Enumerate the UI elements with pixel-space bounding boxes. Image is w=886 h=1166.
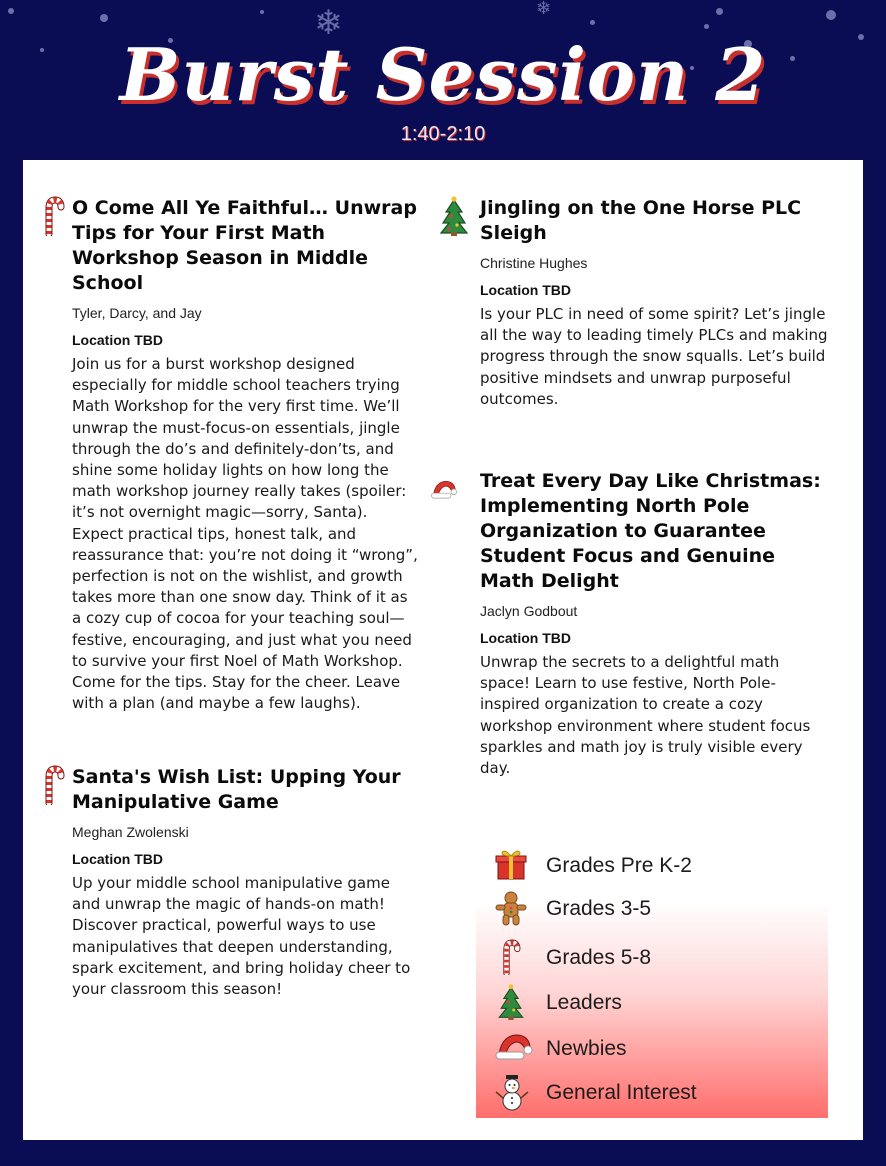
santa-hat-icon [494,1030,534,1062]
session-title: Santa's Wish List: Upping Your Manipulative Game [72,766,401,813]
legend-label: General Interest [546,1081,697,1104]
legend-label: Grades 3-5 [546,897,652,920]
location: Location TBD [72,851,163,867]
session-title: Treat Every Day Like Christmas: Implementing North Pole Organization to Guarantee Student Focus and Genuine Math Delight [480,470,821,592]
legend-label: Newbies [546,1037,627,1060]
snow-dot [826,10,836,20]
presenter: Jaclyn Godbout [480,603,578,619]
location: Location TBD [72,332,163,348]
session-title: O Come All Ye Faithful… Unwrap Tips for Your First Math Workshop Season in Middle School [72,197,417,294]
legend-item [476,1072,828,1112]
legend-label: Grades 5-8 [546,946,652,969]
presenter: Tyler, Darcy, and Jay [72,305,202,321]
legend-item [476,845,828,885]
session-card [440,196,830,410]
legend-item [476,888,828,928]
session-description: Is your PLC in need of some spirit? Let’s jingle all the way to leading timely PLCs and making progress through the snow squalls. Let’s build positive mindsets and unwrap purposeful outcomes. [480,305,828,408]
session-card [40,765,420,1000]
snowman-icon [494,1074,530,1112]
snow-dot [260,10,264,14]
snow-dot [716,8,723,15]
christmas-tree-icon [440,196,468,236]
presenter: Meghan Zwolenski [72,824,189,840]
snowflake-icon: ❄ [536,0,552,19]
snow-dot [590,20,595,25]
session-description: Up your middle school manipulative game and unwrap the magic of hands-on math! Discover practical, powerful ways to use manipulatives that deepen understanding, spark excitement, and bring holiday cheer to your classroom this season! [72,874,411,999]
snow-dot [100,14,108,22]
snowflake-icon: ❄ [314,3,343,43]
legend-item [476,1028,828,1068]
session-time: 1:40-2:10 [400,123,486,145]
session-title: Jingling on the One Horse PLC Sleigh [480,197,802,244]
session-card [430,469,830,779]
snow-dot [8,8,14,14]
snow-dot [704,24,709,29]
legend-item [476,937,828,977]
candy-cane-icon [494,939,528,975]
header [0,0,886,160]
legend-label: Grades Pre K-2 [546,854,692,877]
santa-hat-icon [430,469,458,509]
session-card [40,196,420,714]
legend-item [476,982,828,1022]
page-title: Burst Session 2 [119,32,767,117]
location: Location TBD [480,282,571,298]
candy-cane-icon [40,196,68,236]
audience-legend [476,840,828,1118]
legend-label: Leaders [546,991,622,1014]
session-description: Unwrap the secrets to a delightful math space! Learn to use festive, North Pole-inspired organization to create a cozy workshop environment where student focus sparkles and math joy is truly visible every day. [480,653,811,778]
christmas-tree-icon [494,984,528,1020]
location: Location TBD [480,630,571,646]
candy-cane-icon [40,765,68,805]
gift-icon [494,847,528,881]
presenter: Christine Hughes [480,255,588,271]
session-description: Join us for a burst workshop designed especially for middle school teachers trying Math Workshop for the very first time. We’ll unwrap the must-focus-on essentials, jingle through the do’s and definitely-don’ts, and shine some holiday lights on how long the math workshop journey really takes (spoiler: it’s not overnight magic—sorry, Santa). Expect practical tips, honest talk, and reassurance that: you’re not doing it “wrong”, perfection is not on the wishlist, and growth takes more than one snow day. Think of it as a cozy cup of cocoa for your teaching soul—festive, encouraging, and just what you need to survive your first Noel of Math Workshop. Come for the tips. Stay for the cheer. Leave with a plan (and maybe a few laughs). [72,355,418,713]
gingerbread-icon [494,890,528,926]
